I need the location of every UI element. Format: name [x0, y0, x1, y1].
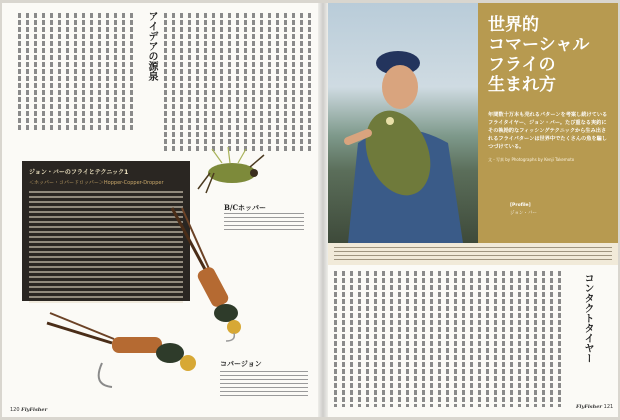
- angler-photo: [328, 3, 478, 243]
- article-title-line: 生まれ方: [488, 75, 556, 95]
- article-title-line: フライの: [488, 55, 556, 75]
- folio-right: [576, 404, 613, 410]
- sidebar-box-title: ジョン・バーのフライとテクニック1: [29, 169, 129, 176]
- fly-caption-copper-john: コパージョン: [220, 359, 262, 368]
- magazine-name-right: FlyFisher: [576, 404, 603, 410]
- fly-caption-bc-hopper: B/Cホッパー: [224, 203, 267, 212]
- right-page: [328, 3, 618, 417]
- sidebar-box-subtitle: ＜ホッパー・コパードロッパー＞Hopper-Copper-Dropper: [29, 180, 164, 186]
- section-heading-contact: コンタクトタイヤー: [582, 273, 593, 363]
- hopper-fly-image: [192, 143, 272, 203]
- profile-label: [Profile]: [510, 203, 531, 208]
- article-credit: 文・写真 by Photographs by Kenji Takemoto: [488, 157, 575, 162]
- page-number-left: 120: [10, 407, 20, 413]
- fly-caption-copper-john-text: [220, 371, 308, 399]
- article-lead: 年間数十万本も売れるパターンを考案し続けているフライタイヤー、ジョン・バー。たび重なる実釣にその執拗的なフィッシングテクニックから生み出されるフライパターンは世界中でたくさんの魚を騙しつづけている。: [488, 112, 608, 150]
- spread-gutter: [318, 3, 328, 417]
- left-page: [2, 3, 318, 417]
- copper-john-fly-image-lower: [42, 303, 212, 393]
- folio-left: [10, 407, 47, 413]
- page-number-right: 121: [603, 404, 614, 410]
- article-title-line: コマーシャル: [488, 35, 590, 55]
- body-text-top-left: [16, 13, 134, 131]
- profile-name: ジョン・バー: [510, 211, 537, 216]
- article-title-line: 世界的: [488, 15, 539, 35]
- body-text-top-right: [162, 13, 312, 153]
- section-heading-idea: アイデアの源泉: [146, 11, 157, 81]
- photo-caption: [328, 243, 618, 265]
- article-title: [488, 15, 608, 95]
- profile-block: [510, 203, 584, 216]
- magazine-name-left: FlyFisher: [21, 407, 48, 413]
- body-text-right-page: [332, 271, 564, 407]
